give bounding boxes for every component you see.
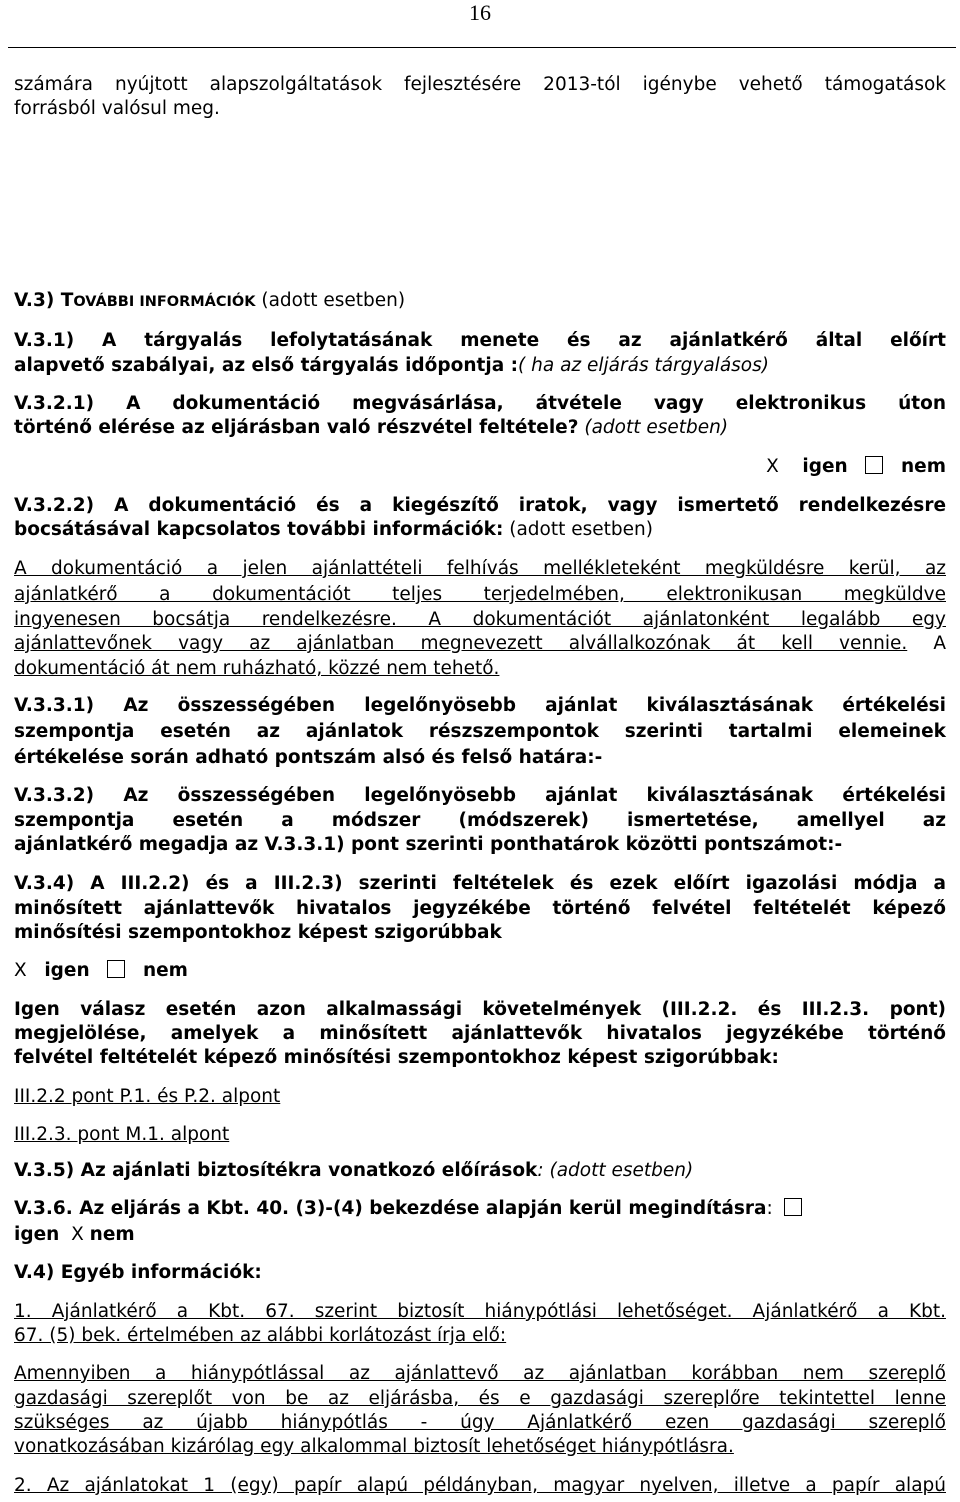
page-number: 16 <box>469 0 491 25</box>
section-v31-line-1: V.3.1) A tárgyalás lefolytatásának menete és az ajánlatkérő által előírt <box>14 330 946 351</box>
reference-1: III.2.2 pont P.1. és P.2. alpont <box>14 1086 281 1107</box>
info-2-line-3: szükséges az újabb hiánypótlás - úgy Ajánlatkérő ezen gazdasági szereplő <box>14 1412 946 1433</box>
choice-nem-label: nem <box>142 960 188 981</box>
doc-para-line-4 <box>14 632 946 656</box>
section-v321-line-1: V.3.2.1) A dokumentáció megvásárlása, átvétele vagy elektronikus úton <box>14 393 946 414</box>
section-v322-line-1: V.3.2.2) A dokumentáció és a kiegészítő iratok, vagy ismertető rendelkezésre <box>14 495 946 516</box>
section-v322-line-2 <box>14 518 946 542</box>
section-v3311-line-3: értékelése során adható pontszám alsó és felső határa:- <box>14 747 603 768</box>
reference-2: III.2.3. pont M.1. alpont <box>14 1124 230 1145</box>
section-v3-heading <box>14 289 946 315</box>
section-v322-line-2b: (adott esetben) <box>503 519 653 540</box>
section-v4-heading: V.4) Egyéb információk: <box>14 1262 262 1283</box>
section-v35-label: V.3.5) Az ajánlati biztosítékra vonatkozó előírások <box>14 1160 538 1181</box>
choice-igen-label: igen <box>44 960 90 981</box>
section-v3-paren: (adott esetben) <box>255 290 406 311</box>
section-v34-line-2: minősített ajánlattevők hivatalos jegyzékébe történő felvétel feltételét képező <box>14 898 946 919</box>
info-1-line-2: 67. (5) bek. értelmében az alábbi korlátozást írja elő: <box>14 1325 507 1346</box>
header-rule <box>8 47 956 48</box>
section-v34-line-3: minősítési szempontokhoz képest szigorúbbak <box>14 922 502 943</box>
info-2-line-1: Amennyiben a hiánypótlással az ajánlattevő az ajánlatban korábban nem szereplő <box>14 1363 946 1384</box>
section-v36-choice <box>14 1223 946 1247</box>
section-v31-line-2b: ( ha az eljárás tárgyalásos) <box>518 355 769 376</box>
section-v35-rest: : (adott esetben) <box>537 1160 694 1181</box>
section-v3311-line-2: szempontja esetén az ajánlatok részszempontok szerinti tartalmi elemeinek <box>14 721 946 742</box>
section-v3-sc1: OVÁBBI <box>73 294 135 310</box>
choice-x-mark: X <box>14 960 27 981</box>
info-2-line-2: gazdasági szereplőt von be az eljárásba, és e gazdasági szereplőre tekintettel lenne <box>14 1388 946 1409</box>
choice-x-mark: X <box>766 456 779 477</box>
choice-nem-label: nem <box>89 1224 135 1245</box>
intro-line-1: számára nyújtott alapszolgáltatások fejlesztésére 2013-tól igénybe vehető támogatások <box>14 74 946 95</box>
doc-para-line-4a: ajánlattevőnek vagy az ajánlatban megnevezett alvállalkozónak át kell vennie. <box>14 633 908 654</box>
section-v3-sc2: INFORMÁCIÓK <box>134 294 256 310</box>
doc-para-line-3a: ingyenesen bocsátja rendelkezésre. <box>14 609 397 630</box>
section-v34-line-1: V.3.4) A III.2.2) és a III.2.3) szerinti feltételek és ezek előírt igazolási módja a <box>14 873 946 894</box>
doc-para-line-3 <box>14 608 946 632</box>
igen-valasz-line-2: megjelölése, amelyek a minősített ajánlattevők hivatalos jegyzékébe történő <box>14 1023 946 1044</box>
section-v31-line-2a: alapvető szabályai, az első tárgyalás időpontja : <box>14 355 519 376</box>
igen-valasz-line-1: Igen válasz esetén azon alkalmassági követelmények (III.2.2. és III.2.3. pont) <box>14 999 946 1020</box>
doc-para-line-1: A dokumentáció a jelen ajánlattételi felhívás mellékleteként megküldésre kerül, az <box>14 558 946 579</box>
section-v36-label: V.3.6. Az eljárás a Kbt. 40. (3)-(4) bekezdése alapján kerül megindításra <box>14 1198 767 1219</box>
section-v34-choice <box>14 959 946 983</box>
choice-igen-label: igen <box>802 456 848 477</box>
choice-nem-label: nem <box>901 456 946 477</box>
doc-para-line-4b: A <box>907 633 947 654</box>
section-v36-colon: : <box>766 1198 773 1219</box>
doc-para-line-2: ajánlatkérő a dokumentációt teljes terjedelmében, elektronikusan megküldve <box>14 584 946 605</box>
section-v321-line-2 <box>14 416 946 440</box>
section-v36 <box>14 1197 946 1221</box>
choice-x-mark: X <box>71 1224 84 1245</box>
section-v3-num: V.3) T <box>14 290 74 311</box>
section-v35 <box>14 1159 946 1183</box>
section-v3321-line-2: szempontja esetén a módszer (módszerek) ismertetése, amellyel az <box>14 810 946 831</box>
intro-line-2: forrásból valósul meg. <box>14 98 220 119</box>
section-v321-line-2b: (adott esetben) <box>578 417 729 438</box>
nem-checkbox[interactable] <box>865 456 883 474</box>
section-v322-line-2a: bocsátásával kapcsolatos további információk: <box>14 519 504 540</box>
section-v3321-line-3: ajánlatkérő megadja az V.3.3.1) pont szerinti ponthatárok közötti pontszámot:- <box>14 834 843 855</box>
info-2-line-4: vonatkozásában kizárólag egy alkalommal biztosít lehetőséget hiánypótlásra. <box>14 1436 734 1457</box>
info-3-line-1: 2. Az ajánlatokat 1 (egy) papír alapú példányban, magyar nyelven, illetve a papír alapú <box>14 1475 946 1496</box>
doc-para-line-5: dokumentáció át nem ruházható, közzé nem tehető. <box>14 658 500 679</box>
choice-igen-label: igen <box>14 1224 60 1245</box>
igen-valasz-line-3: felvétel feltételét képező minősítési szempontokhoz képest szigorúbbak: <box>14 1047 779 1068</box>
info-1-line-1: 1. Ajánlatkérő a Kbt. 67. szerint biztosít hiánypótlási lehetőséget. Ajánlatkérő a Kbt. <box>14 1301 946 1322</box>
igen-checkbox[interactable] <box>784 1198 802 1216</box>
section-v321-choice <box>14 455 946 479</box>
doc-para-line-3b: A dokumentációt ajánlatonként legalább egy <box>396 609 946 630</box>
nem-checkbox[interactable] <box>107 960 125 978</box>
section-v3321-line-1: V.3.3.2) Az összességében legelőnyösebb ajánlat kiválasztásának értékelési <box>14 785 946 806</box>
section-v31-line-2 <box>14 354 946 378</box>
section-v3311-line-1: V.3.3.1) Az összességében legelőnyösebb ajánlat kiválasztásának értékelési <box>14 695 946 716</box>
section-v321-line-2a: történő elérése az eljárásban való részvétel feltétele? <box>14 417 579 438</box>
